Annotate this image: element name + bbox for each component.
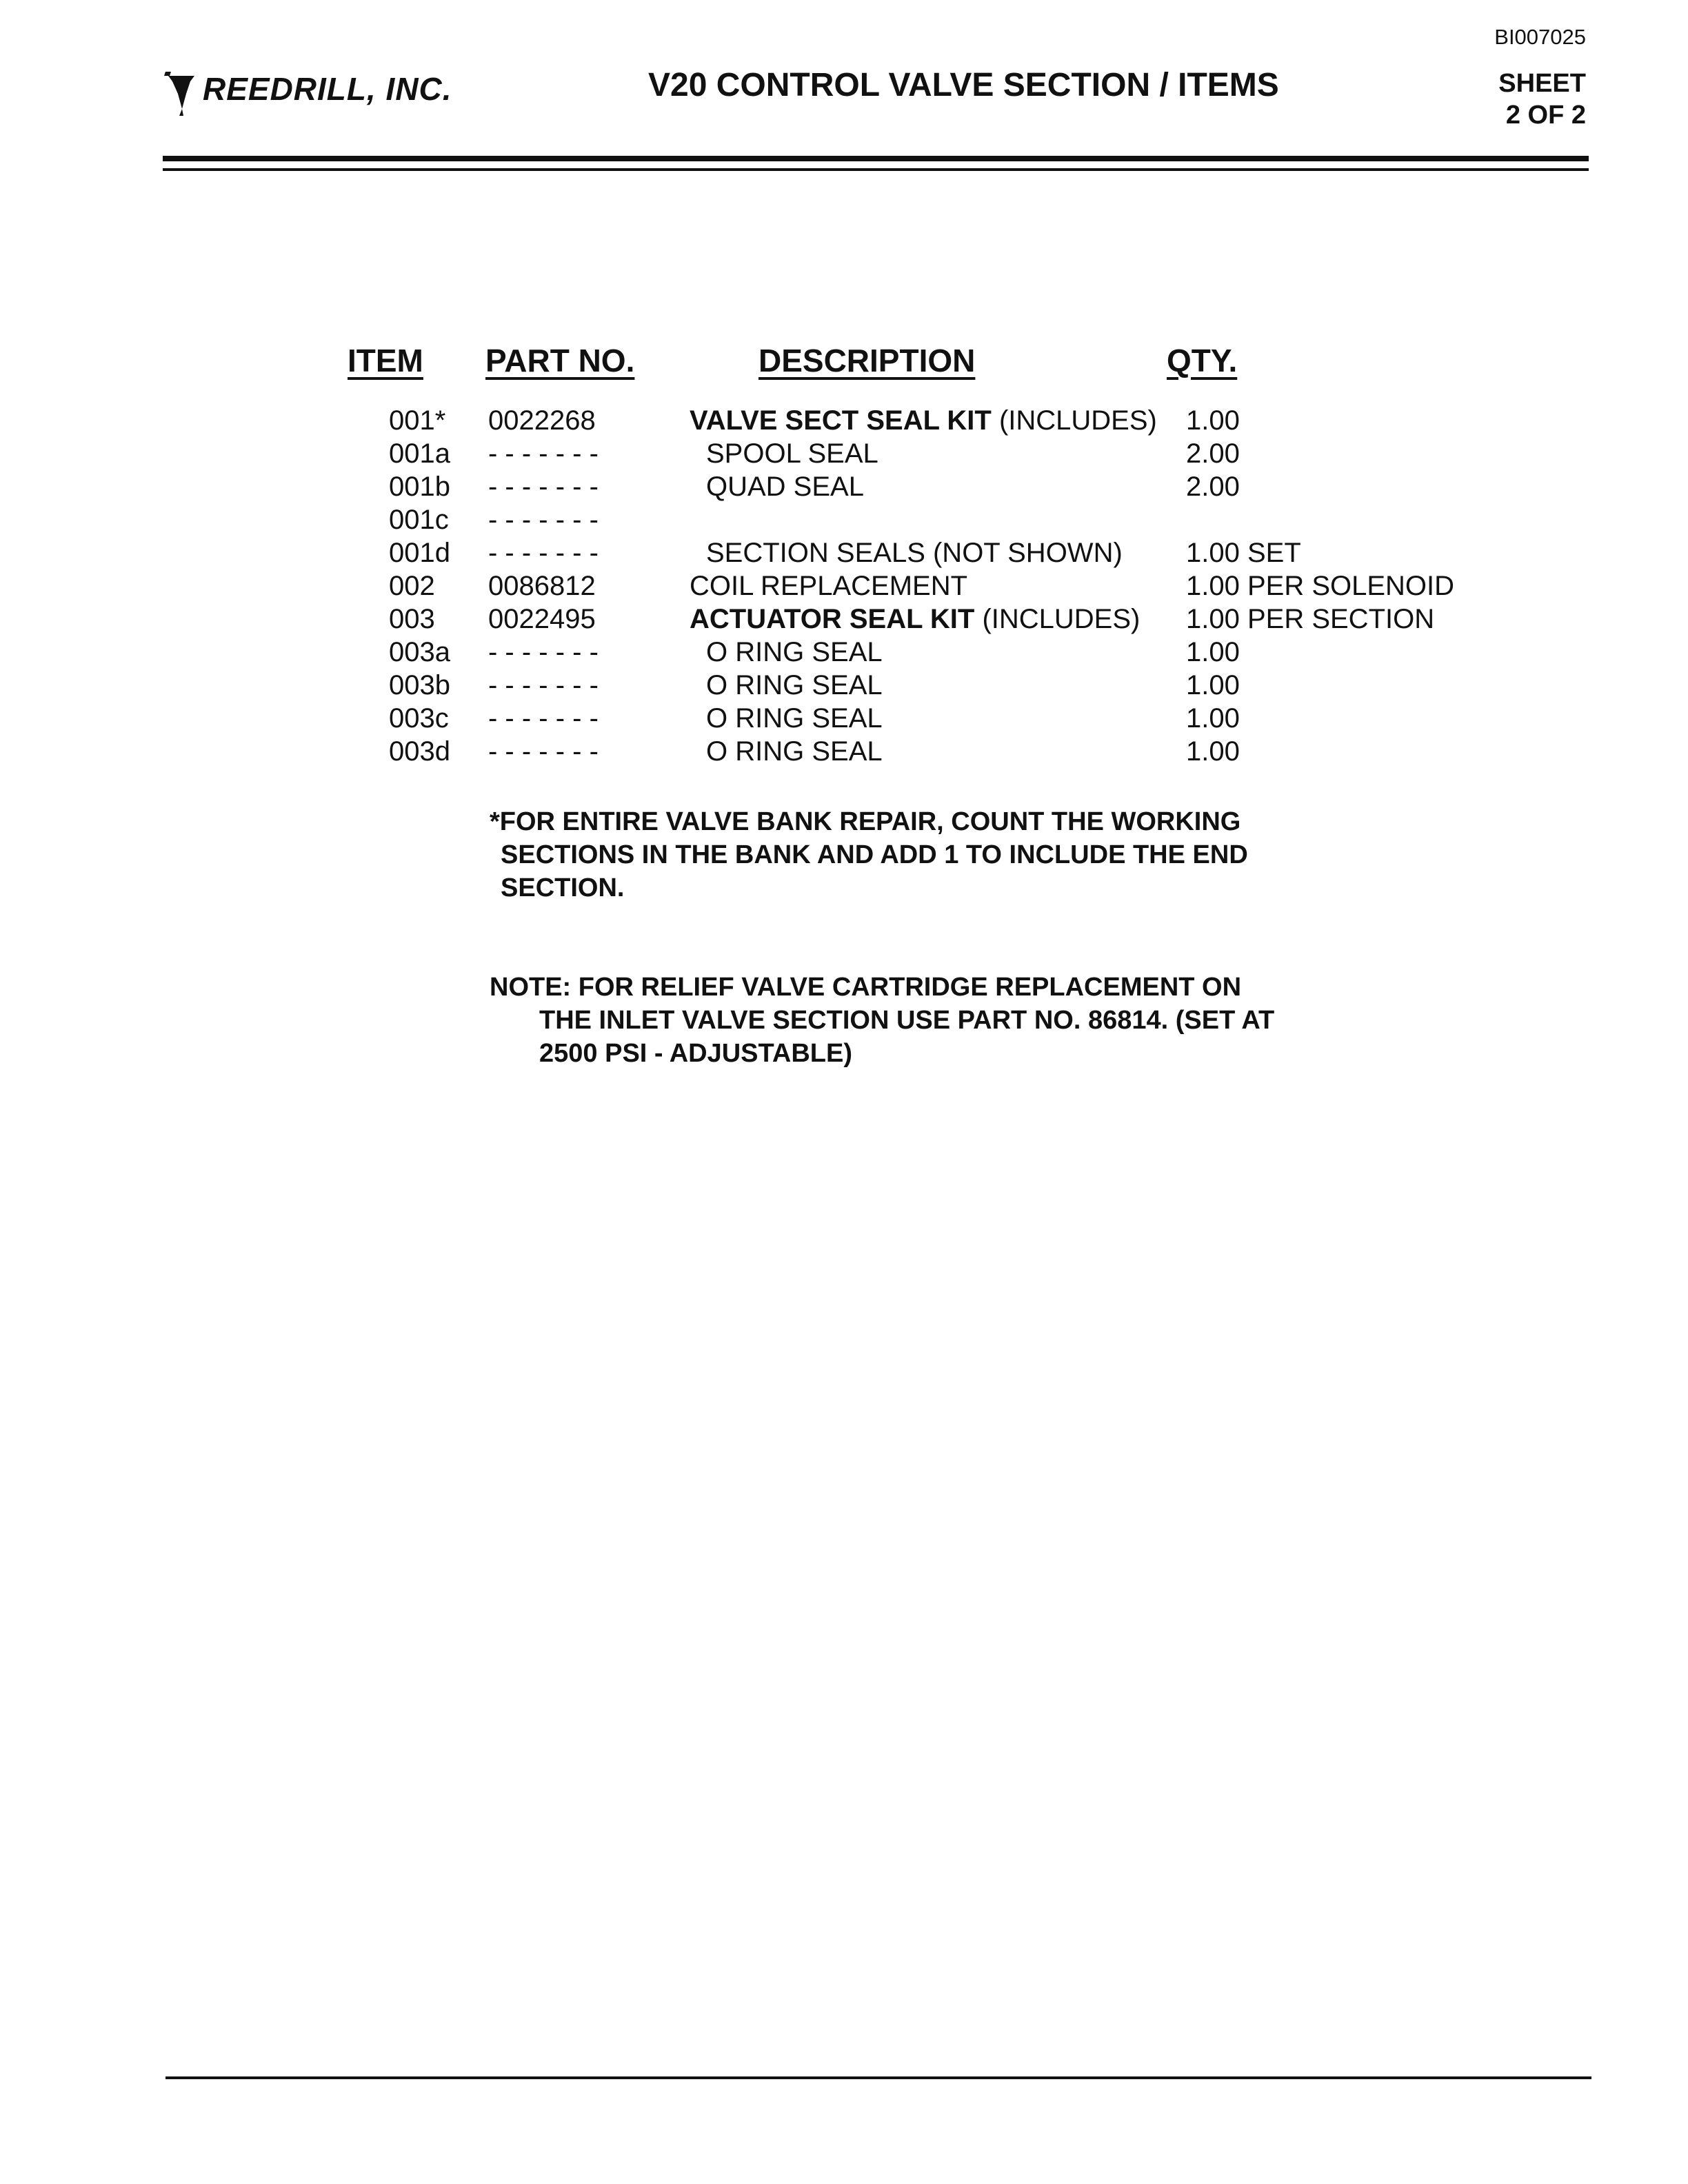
quantity: 1.00 xyxy=(1186,703,1240,734)
item-number: 001* xyxy=(389,405,446,436)
col-header-part: PART NO. xyxy=(485,343,635,378)
col-header-description: DESCRIPTION xyxy=(758,343,976,378)
description-text: (INCLUDES) xyxy=(974,604,1141,634)
description xyxy=(706,637,883,668)
header-rule-thick xyxy=(163,156,1589,161)
item-number: 003d xyxy=(389,736,450,767)
item-number: 003 xyxy=(389,604,435,634)
description xyxy=(706,472,864,503)
description xyxy=(706,736,883,767)
item-number: 001b xyxy=(389,472,450,502)
quantity: 1.00 PER SOLENOID xyxy=(1186,571,1455,601)
header-rule-thin xyxy=(163,168,1589,171)
quantity: 2.00 xyxy=(1186,438,1240,469)
part-number: 0022268 xyxy=(488,405,596,436)
quantity: 1.00 xyxy=(1186,670,1240,700)
sheet-label: SHEET xyxy=(1498,69,1586,98)
company-name: REEDRILL, INC. xyxy=(203,71,452,107)
description-bold: ACTUATOR SEAL KIT xyxy=(690,604,975,634)
item-number: 001d xyxy=(389,538,450,568)
drill-bit-icon xyxy=(163,66,201,121)
description-text: SECTION SEALS (NOT SHOWN) xyxy=(706,538,1123,568)
item-number: 003c xyxy=(389,703,449,734)
sheet-indicator xyxy=(1498,68,1586,131)
description xyxy=(706,703,883,734)
footnote-line: SECTION. xyxy=(501,873,625,902)
quantity: 1.00 PER SECTION xyxy=(1186,604,1435,634)
footer-rule xyxy=(165,2076,1591,2079)
description-text: (INCLUDES) xyxy=(991,405,1157,436)
part-number: - - - - - - - xyxy=(488,438,599,469)
page-title: V20 CONTROL VALVE SECTION / ITEMS xyxy=(648,67,1279,103)
note-line: THE INLET VALVE SECTION USE PART NO. 86814. (SET AT xyxy=(539,1006,1275,1035)
description-bold: VALVE SECT SEAL KIT xyxy=(690,405,992,436)
description xyxy=(706,538,1123,569)
part-number: - - - - - - - xyxy=(488,703,599,734)
item-number: 002 xyxy=(389,571,435,601)
item-number: 001a xyxy=(389,438,450,469)
col-header-item: ITEM xyxy=(348,343,423,378)
footnote-line: SECTIONS IN THE BANK AND ADD 1 TO INCLUDE THE END xyxy=(501,840,1248,869)
part-number: - - - - - - - xyxy=(488,472,599,502)
part-number: 0022495 xyxy=(488,604,596,634)
description xyxy=(706,438,878,469)
part-number: - - - - - - - xyxy=(488,736,599,767)
part-number: - - - - - - - xyxy=(488,637,599,667)
part-number: - - - - - - - xyxy=(488,505,599,535)
description-text: O RING SEAL xyxy=(706,736,883,767)
footnote xyxy=(490,805,1386,904)
sheet-number: 2 OF 2 xyxy=(1505,101,1586,130)
description xyxy=(690,405,1157,436)
document-id: BI007025 xyxy=(1494,25,1586,49)
col-header-qty: QTY. xyxy=(1167,343,1238,378)
description-text: O RING SEAL xyxy=(706,670,883,700)
part-number: 0086812 xyxy=(488,571,596,601)
quantity: 2.00 xyxy=(1186,472,1240,502)
company-logo xyxy=(163,66,452,121)
description-text: O RING SEAL xyxy=(706,703,883,734)
description xyxy=(690,604,1140,635)
quantity: 1.00 SET xyxy=(1186,538,1301,568)
description-text: QUAD SEAL xyxy=(706,472,864,502)
note-line: NOTE: FOR RELIEF VALVE CARTRIDGE REPLACEMENT ON xyxy=(490,973,1242,1002)
item-number: 001c xyxy=(389,505,449,535)
description-text: O RING SEAL xyxy=(706,637,883,667)
description xyxy=(706,670,883,701)
note xyxy=(490,971,1386,1070)
footnote-line: *FOR ENTIRE VALVE BANK REPAIR, COUNT THE WORKING xyxy=(490,807,1241,836)
quantity: 1.00 xyxy=(1186,736,1240,767)
quantity: 1.00 xyxy=(1186,405,1240,436)
description-text: SPOOL SEAL xyxy=(706,438,878,469)
description xyxy=(690,571,967,602)
item-number: 003b xyxy=(389,670,450,700)
part-number: - - - - - - - xyxy=(488,538,599,568)
item-number: 003a xyxy=(389,637,450,667)
description-text: COIL REPLACEMENT xyxy=(690,571,968,601)
part-number: - - - - - - - xyxy=(488,670,599,700)
note-line: 2500 PSI - ADJUSTABLE) xyxy=(539,1039,852,1068)
quantity: 1.00 xyxy=(1186,637,1240,667)
